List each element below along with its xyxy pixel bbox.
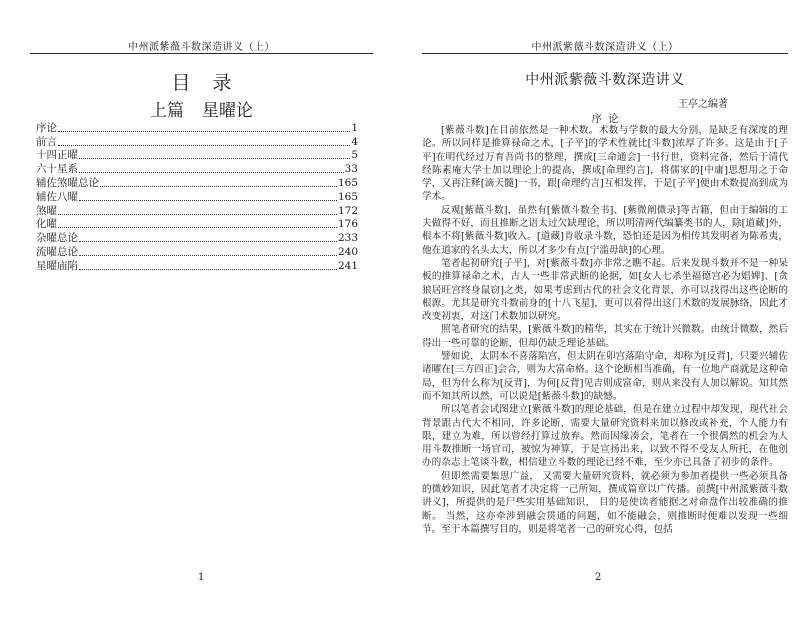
toc-item [36,135,358,149]
toc-item [36,218,358,232]
toc-leader-dots [79,200,337,201]
toc-item-page: 172 [337,204,358,217]
running-header-left: 中州派紫薇斗数深造讲义（上） [128,42,275,53]
toc-item [36,176,358,190]
header-rule-right [422,53,788,54]
toc-item-page: 240 [337,245,358,258]
body-paragraph: 照笔者研究的结果，[紫薇斗数]的精华，其实在于统计兴微数。由统计微数，然后得出一些可靠的论断，但却仍缺乏理论基础。 [422,324,788,349]
toc-leader-dots [58,145,350,146]
toc-item-page: 165 [337,176,358,189]
toc-leader-dots [58,227,337,228]
toc-list [36,121,358,273]
running-header-right: 中州派紫薇斗数深造讲义（上） [531,42,679,53]
toc-item-label: 煞曜 [36,204,57,217]
toc-item-label: 序论 [36,121,57,134]
toc-item [36,190,358,204]
toc-item-label: 杂曜总论 [36,232,78,245]
body-text [422,124,788,536]
toc-item [36,149,358,163]
toc-item-page: 176 [337,218,358,231]
toc-item-label: 化曜 [36,218,57,231]
toc-title: 目录 [171,72,254,94]
toc-item-page: 1 [351,121,358,134]
left-page [0,0,388,619]
toc-leader-dots [79,241,337,242]
header-rule-left [30,53,373,54]
body-paragraph: 反观[紫薇斗数]，虽然有[紫微斗数全书]、[紫微阐微录]等古籍，但由于编辑的工夫做得不好，而且推断之语太过欠缺理论，所以明清两代编纂类书的人，除[道藏]外，根本不将[紫薇斗数]收入。[道藏]肯收录斗数，恐怕还是因为相传其发明者为陈希夷，他在道家的名头太大，所以才多少有点[宁滥毋缺]的心理。 [422,204,788,256]
toc-part-heading [30,96,373,121]
toc-item-label: 前言 [36,135,57,148]
right-page [410,0,800,619]
toc-item-label: 辅佐八曜 [36,190,78,203]
toc-item-page: 241 [337,259,358,272]
toc-item-label: 十四正曜 [36,149,78,162]
toc-item [36,121,358,135]
toc-item-label: 六十星系 [36,163,78,176]
document-author: 王亭之编著 [678,99,728,110]
toc-leader-dots [79,255,337,256]
toc-item [36,259,358,273]
toc-leader-dots [79,269,337,270]
toc-item-label: 星曜庙陷 [36,259,78,272]
toc-leader-dots [79,172,344,173]
section-title: 序论 [591,113,625,125]
toc-leader-dots [79,158,350,159]
part-label: 上篇 [150,101,184,121]
toc-leader-dots [58,214,337,215]
toc-item-page: 233 [337,232,358,245]
body-paragraph: [紫薇斗数]在目前依然是一种术数。术数与学数的最大分别，是缺乏有深度的理论。所以同样是推算禄命之术，[子平]的学术性就比[斗数]浓厚了许多。这是由于[子平]在明代经过万育吾尚书的整理，撰成[三命通会]一书行世，资料完备，然后于清代经陈素庵大学士加以理论上的提高，撰成[命理约言]，将儒家的[中庸]思想用之于命学，又再注释[滴天髓]一书，跟[命理约言]互相发挥，于是[子平]便由术数提高到成为学术。 [422,125,788,203]
body-paragraph: 笔者起初研究[子平]，对[紫薇斗数]亦非常之瞧不起。后来发现斗数并不是一种呆板的推算禄命之术，古人一些非常武断的论据，如[女人七杀坐福德宫必为娼婢]、[贪狼居旺宫终身鼠窃]之类，如果考虑到古代的社会文化背景，亦可以找得出这些论断的根源。尤其是研究斗数前身的[十八飞星]，更可以看得出这门术数的发展脉络，因此才改变初衷，对这门术数加以研究。 [422,257,788,323]
page-number-left: 1 [198,572,205,583]
toc-leader-dots [58,131,350,132]
body-paragraph: 所以笔者会试图建立[紫薇斗数]的理论基础，但是在建立过程中却发现，现代社会背景跟古代大不相同，许多论断，需要大量研究资料来加以修改或补充，个人能力有限，建立为难，所以曾经打算过放弃。然而因缘凑会，笔者在一个很偶然的机会为人用斗数推断一场官司，被惊为神算，于是宣扬出来，以致不得不受友人所托，在他创办的杂志上笔谈斗数，相信建立斗数的理论已经不难，至少亦已具备了初步的条件。 [422,404,788,469]
toc-item [36,245,358,259]
toc-item-label: 流曜总论 [36,245,78,258]
toc-item-page: 165 [337,190,358,203]
part-title: 星曜论 [202,101,253,121]
toc-item-label: 辅佐煞曜总论 [36,176,99,189]
body-paragraph: 但即然需要集思广益， 又需要大量研究资料，就必须为参加者提供一些必须具备的微妙知识，因此笔者才决定将一己所知，撰成篇章以广传播。前撰[中州派紫薇斗数讲义]，所提供的是尸些实用基础知识， 目的是使读者能据之对命盘作出较准确的推断。 当然，这亦牵涉到融会贯通的问题，如不能融会，则推断时便难以发现一些细节。至于本篇撰写目的，则是将笔者一己的研究心得，包括 [422,470,788,535]
toc-item [36,204,358,218]
toc-item [36,162,358,176]
toc-item [36,231,358,245]
toc-item-page: 33 [344,163,358,176]
toc-leader-dots [100,186,337,187]
document-title: 中州派紫薇斗数深造讲义 [525,72,685,88]
toc-item-page: 4 [351,135,358,148]
toc-item-page: 5 [351,149,358,162]
page-number-right: 2 [595,572,602,583]
body-paragraph: 譬如说，太阴本不喜落陷宫，但太阴在卯宫落陷守命，却称为[反背]，只要兴辅佐诸曜在[三方四正]会合，则为大富命格。这个论断相当准确，有一位地产商就是这种命局，但为什么称为[反背]，为何[反背]见吉则成富命，则从来没有人加以解说。知其然而不知其所以然，可以说是[紫薇斗数]的缺憾。 [422,351,788,402]
